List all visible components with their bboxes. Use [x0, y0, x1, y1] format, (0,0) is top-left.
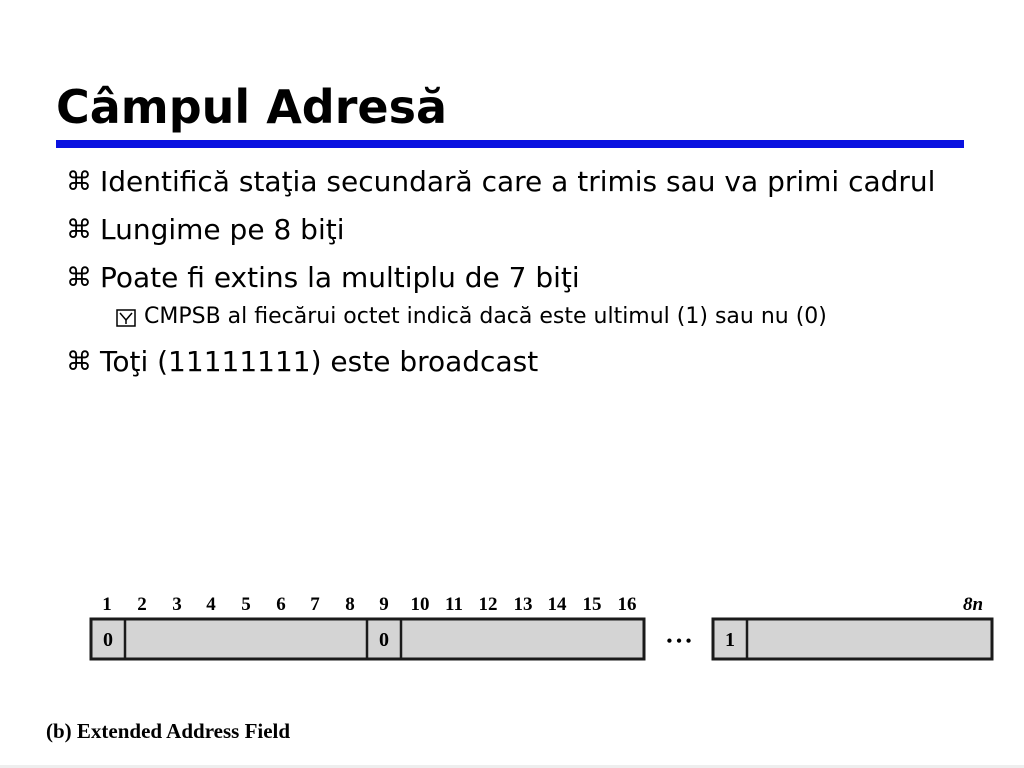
bullet-text: Poate fi extins la multiplu de 7 biţi	[100, 261, 580, 294]
slide-title: Câmpul Adresă	[56, 80, 448, 134]
bullet-text: Toţi (11111111) este broadcast	[100, 345, 539, 378]
bullet-item	[64, 258, 964, 298]
command-key-icon: ⌘	[66, 263, 92, 293]
bit-number: 2	[137, 594, 147, 615]
bit-number: 12	[478, 594, 498, 615]
command-key-icon: ⌘	[66, 215, 92, 245]
command-key-icon: ⌘	[66, 347, 92, 377]
bit-number: 5	[241, 594, 251, 615]
second-octet-bit: 0	[379, 629, 389, 651]
bit-number: 16	[617, 594, 637, 615]
bullet-item	[64, 342, 964, 382]
bit-number: 4	[206, 594, 216, 615]
sub-bullet-item	[64, 302, 964, 332]
sub-bullet-text: CMPSB al fiecărui octet indică dacă este ultimul (1) sau nu (0)	[144, 304, 827, 329]
first-octet-bit: 0	[103, 629, 113, 651]
bit-number: 13	[513, 594, 533, 615]
title-underline	[56, 140, 964, 148]
bit-number: 1	[102, 594, 112, 615]
bit-number: 10	[410, 594, 430, 615]
last-octet-bit: 1	[725, 629, 735, 651]
figure-caption: (b) Extended Address Field	[46, 719, 291, 743]
bullet-item	[64, 210, 964, 250]
bit-number-labels	[102, 594, 983, 615]
command-key-icon: ⌘	[66, 167, 92, 197]
bullet-text: Identifică staţia secundară care a trimis sau va primi cadrul	[100, 165, 936, 198]
bit-number: 14	[547, 594, 567, 615]
bit-number: 8	[345, 594, 355, 615]
checkbox-icon	[116, 309, 136, 327]
bit-number: 15	[582, 594, 602, 615]
bullet-item	[64, 162, 964, 202]
bit-number: 6	[276, 594, 286, 615]
ellipsis: • • •	[666, 633, 692, 650]
octet-boxes	[91, 619, 992, 659]
extended-address-field-diagram	[0, 588, 1024, 768]
last-octet-box	[713, 619, 992, 659]
bit-number: 11	[445, 594, 463, 615]
bit-number: 3	[172, 594, 182, 615]
bit-number: 7	[310, 594, 320, 615]
bullet-list	[64, 162, 964, 390]
last-bit-label: 8n	[962, 594, 984, 615]
bullet-text: Lungime pe 8 biţi	[100, 213, 345, 246]
bit-number: 9	[379, 594, 389, 615]
